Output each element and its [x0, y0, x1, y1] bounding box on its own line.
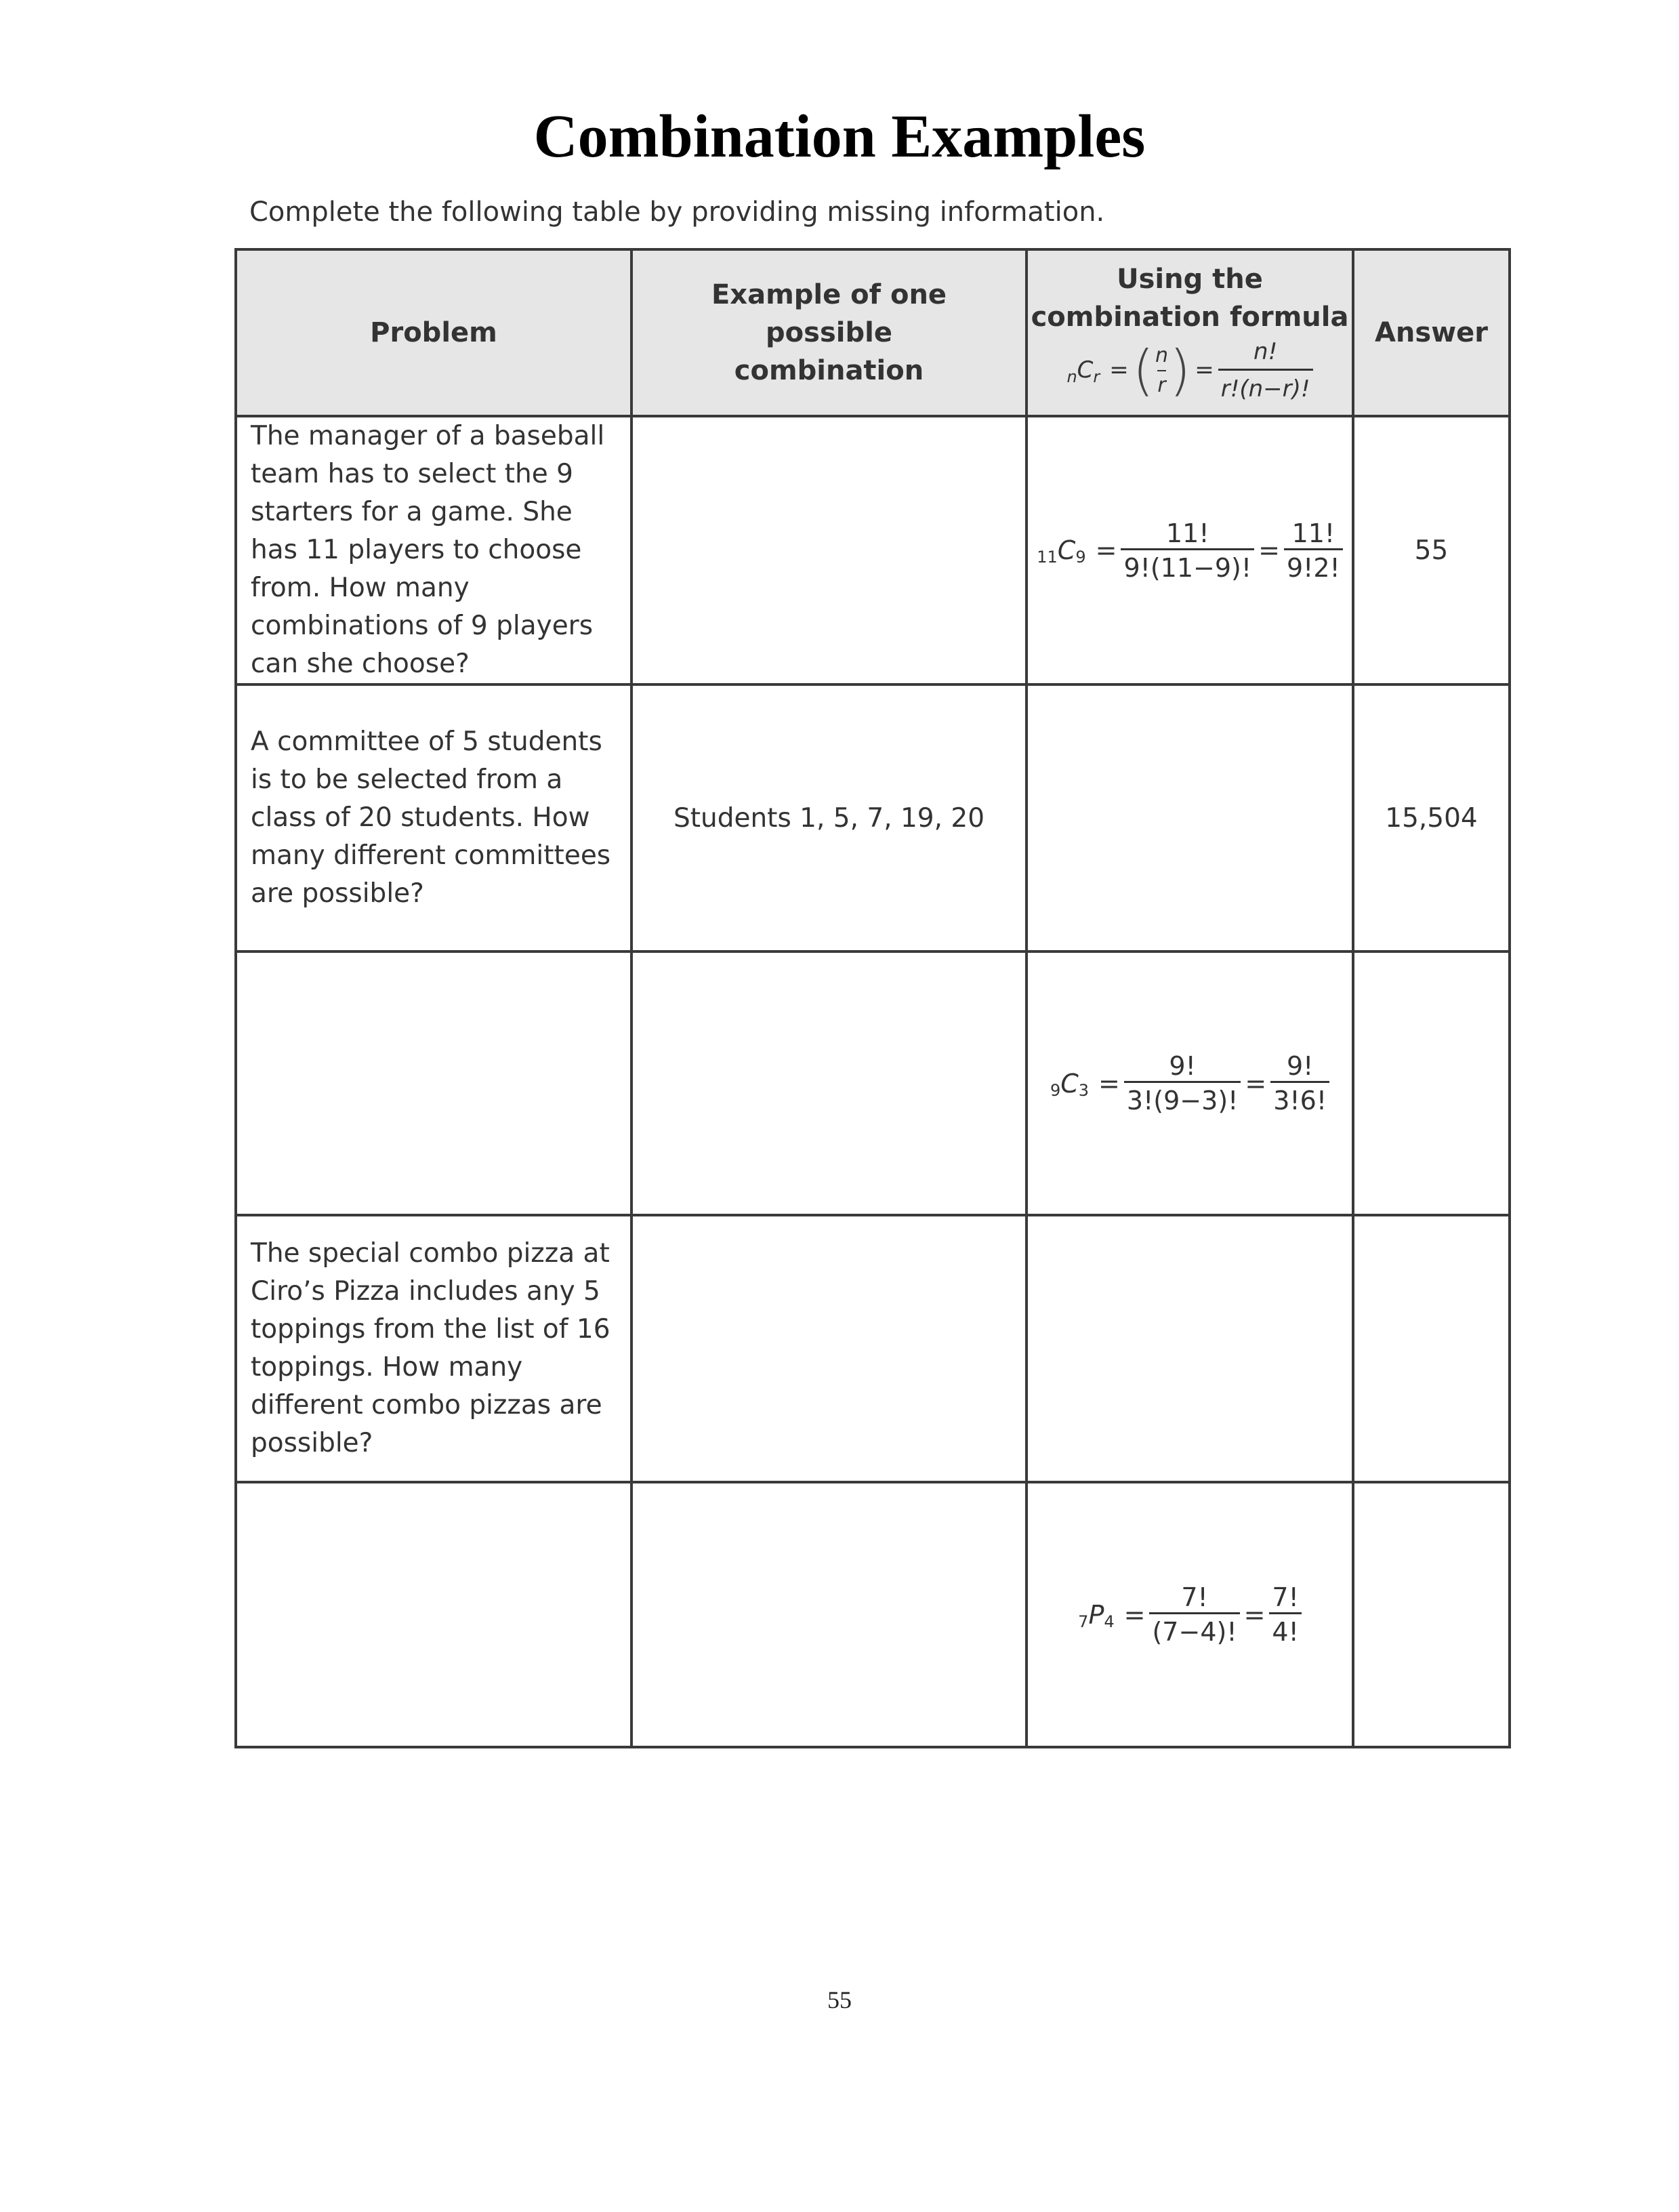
problem-cell: The special combo pizza at Ciro’s Pizza includes any 5 toppings from the list of 16 toppings. How many different combo pizzas are possible? — [236, 1215, 631, 1482]
answer-cell: 15,504 — [1353, 684, 1510, 951]
example-cell — [631, 416, 1027, 684]
formula-binomial — [1155, 342, 1168, 400]
fraction-1 — [1124, 1051, 1241, 1115]
header-example-label: Example of one possible combination — [711, 279, 947, 386]
fraction-2-numerator: 9! — [1286, 1051, 1314, 1081]
formula-cell — [1027, 951, 1353, 1215]
formula-pre: 7 — [1078, 1612, 1089, 1631]
table-row — [236, 1215, 1510, 1482]
fraction-1 — [1149, 1582, 1239, 1647]
answer-cell: 55 — [1353, 416, 1510, 684]
general-combination-formula: n C r = ( n r ) = $\frac{n!}{r!(n-r)!}$ — [1066, 336, 1312, 405]
fraction-1-numerator: 9! — [1169, 1051, 1196, 1081]
formula-fraction — [1218, 336, 1313, 405]
fraction-1 — [1121, 518, 1254, 583]
row-formula: 11 C 9 = $\frac{11!}{9!(11-9)!}$ = $\frac{11!}{9!2!}$ — [1037, 518, 1343, 583]
formula-sub: 9 — [1075, 548, 1086, 567]
table-row — [236, 684, 1510, 951]
formula-equals-2: = — [1195, 356, 1214, 384]
fraction-1-denominator: 3!(9−3)! — [1124, 1081, 1241, 1115]
formula-pre: 11 — [1037, 548, 1058, 567]
table-row — [236, 1482, 1510, 1747]
formula-cell — [1027, 416, 1353, 684]
table-header-row — [236, 249, 1510, 416]
fraction-1-numerator: 11! — [1165, 518, 1209, 548]
example-cell: Students 1, 5, 7, 19, 20 — [631, 684, 1027, 951]
problem-cell — [236, 951, 631, 1215]
formula-equals: = — [1109, 356, 1129, 384]
answer-cell — [1353, 1482, 1510, 1747]
formula-pre: 9 — [1050, 1080, 1061, 1100]
formula-denominator: r!(n−r)! — [1218, 369, 1313, 406]
combination-table — [234, 248, 1511, 1748]
fraction-1-denominator: 9!(11−9)! — [1121, 548, 1254, 583]
formula-sub-r: r — [1093, 367, 1100, 387]
page-number: 55 — [827, 1986, 852, 2013]
fraction-1-numerator: 7! — [1181, 1582, 1208, 1612]
header-formula-line1: Using the — [1117, 263, 1263, 295]
problem-cell — [236, 1482, 631, 1747]
problem-cell: The manager of a baseball team has to select the 9 starters for a game. She has 11 players to choose from. How many combinations of 9 players can she choose? — [236, 416, 631, 684]
example-cell — [631, 951, 1027, 1215]
formula-cell — [1027, 1215, 1353, 1482]
instructions-text: Complete the following table by providing missing information. — [249, 197, 1105, 228]
row-formula: 9 C 3 = $\frac{9!}{3!(9-3)!}$ = $\frac{9!}{3!6!}$ — [1050, 1051, 1329, 1115]
fraction-2-denominator: 3!6! — [1270, 1081, 1329, 1115]
formula-numerator: n! — [1253, 337, 1278, 365]
fraction-2-denominator: 4! — [1269, 1612, 1301, 1647]
answer-cell — [1353, 951, 1510, 1215]
row-formula: 7 P 4 = $\frac{7!}{(7-4)!}$ = $\frac{7!}{4!}$ — [1078, 1582, 1302, 1647]
problem-cell: A committee of 5 students is to be selected from a class of 20 students. How many different committees are possible? — [236, 684, 631, 951]
fraction-2-denominator: 9!2! — [1284, 548, 1343, 583]
formula-sub: 4 — [1104, 1612, 1115, 1631]
formula-sub: 3 — [1078, 1080, 1090, 1100]
fraction-2-numerator: 11! — [1291, 518, 1335, 548]
page-title: Combination Examples — [533, 103, 1146, 170]
header-problem: Problem — [236, 249, 631, 416]
binom-bottom: r — [1157, 370, 1165, 400]
header-formula — [1027, 249, 1353, 416]
header-formula-line2: combination formula — [1031, 301, 1349, 333]
fraction-1-denominator: (7−4)! — [1149, 1612, 1239, 1647]
formula-cell — [1027, 1482, 1353, 1747]
header-example — [631, 249, 1027, 416]
fraction-2 — [1284, 518, 1343, 583]
table-row — [236, 951, 1510, 1215]
formula-symbol: C — [1077, 356, 1094, 384]
formula-symbol: C — [1060, 1068, 1079, 1099]
formula-symbol: C — [1057, 535, 1076, 565]
answer-cell — [1353, 1215, 1510, 1482]
binom-top: n — [1155, 344, 1169, 367]
fraction-2-numerator: 7! — [1272, 1582, 1299, 1612]
header-answer: Answer — [1353, 249, 1510, 416]
formula-symbol: P — [1088, 1599, 1104, 1630]
example-cell — [631, 1215, 1027, 1482]
example-cell — [631, 1482, 1027, 1747]
formula-pre-n: n — [1066, 367, 1077, 387]
table-row — [236, 416, 1510, 684]
formula-cell — [1027, 684, 1353, 951]
fraction-2 — [1269, 1582, 1301, 1647]
fraction-2 — [1270, 1051, 1329, 1115]
